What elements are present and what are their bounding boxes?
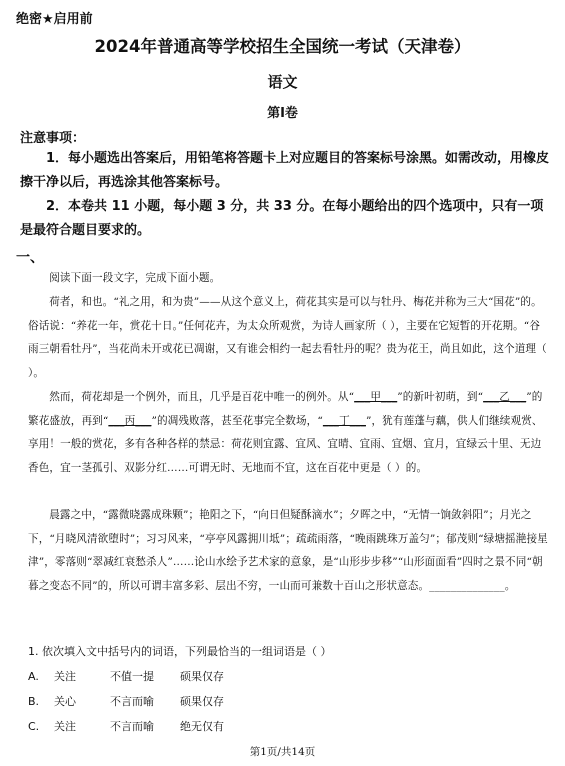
option-word: 关心 <box>54 695 76 708</box>
option-word: 硕果仅存 <box>180 670 224 683</box>
passage-text: 然而，荷花却是一个例外，而且，几乎是百花中唯一的例外。从“ <box>49 391 355 403</box>
passage-paragraph-1: 荷者，和也。“礼之用，和为贵”——从这个意义上，荷花其实是可以与牡丹、梅花并称为三大“国花”的。俗话说：“养花一年，赏花十日。”任何花卉，为太众所观赏，为诗人画家所（ ），主要在它短暂的开花期。“谷雨三朝看牡丹”，当花尚未开或花已凋谢，又有谁会相约一起去看牡丹的呢？贵为花王，尚且如此，这个道理（ ）。 <box>28 296 547 379</box>
passage-text: ”的繁花盛放，再到“ <box>28 391 543 427</box>
question-stem: 1. 依次填入文中括号内的词语，下列最恰当的一组词语是（ ） <box>28 645 332 658</box>
option-word: 硕果仅存 <box>180 695 224 708</box>
option-letter: C. <box>28 720 40 733</box>
blank-ding: ___丁___ <box>322 414 366 427</box>
passage-text: ”的新叶初萌，到“ <box>397 391 484 403</box>
blank-jia: ___甲___ <box>354 391 398 403</box>
passage-intro: 阅读下面一段文字，完成下面小题。 <box>49 272 221 284</box>
notice-heading: 注意事项： <box>20 131 86 146</box>
option-word: 绝无仅有 <box>180 720 224 733</box>
option-word: 不言而喻 <box>110 695 154 708</box>
option-word: 不言而喻 <box>110 720 154 733</box>
option-word: 不值一提 <box>110 670 154 683</box>
option-letter: B. <box>28 695 40 708</box>
option-letter: A. <box>28 670 39 683</box>
option-c[interactable] <box>28 718 224 734</box>
subject-title: 语文 <box>267 73 298 91</box>
passage-paragraph-3: 晨露之中，“露微晓露成珠颗”；艳阳之下，“向日但疑酥滴水”；夕晖之中，“无情一饷敛斜阳”；月光之下，“月晓风清欲堕时”；习习风来，“亭亭风露拥川坻”；疏疏雨落，“晚雨跳珠万盖匀”；郁茂则“绿塘摇滟接星津”，零落则“翠减红衰愁杀人”……论山水绘予艺术家的意象，是“山形步步移”“山形面面看”四时之景不同“朝暮之变态不同”的，所以可谓丰富多彩、层出不穷，一山而可兼数十百山之形状意态。______________。 <box>28 509 548 592</box>
passage-paragraph-2 <box>28 386 548 480</box>
notice-item-1: 1．每小题选出答案后，用铅笔将答题卡上对应题目的答案标号涂黑。如需改动，用橡皮擦干净以后，再选涂其他答案标号。 <box>20 151 550 190</box>
option-b[interactable] <box>28 693 224 709</box>
option-word: 关注 <box>54 720 76 733</box>
passage-text: ”的凋残败落，甚至花事完全数场，“ <box>151 414 323 427</box>
volume-title: 第Ⅰ卷 <box>267 106 298 121</box>
confidential-label: 绝密★启用前 <box>16 12 93 27</box>
exam-title: 2024年普通高等学校招生全国统一考试（天津卷） <box>94 37 471 56</box>
blank-bing: ___丙___ <box>108 414 152 427</box>
option-word: 关注 <box>54 670 76 683</box>
notice-item-2: 2．本卷共 11 小题，每小题 3 分，共 33 分。在每小题给出的四个选项中，只有一项是最符合题目要求的。 <box>20 199 544 238</box>
page-footer: 第1页/共14页 <box>249 746 316 758</box>
passage-text: ”，犹有莲蓬与藕，供人们继续观赏、享用！一般的赏花，多有各种各样的禁忌：荷花则宜露、宜风、宜晴、宜雨、宜烟、宜月，宜绿云十里、无边香色，宜一茎孤引、双影分红……可谓无时、无地而不宜，这在百花中更是（ ）的。 <box>28 414 543 474</box>
section-heading: 一、 <box>16 250 44 266</box>
blank-yi: ___乙___ <box>483 391 527 403</box>
option-a[interactable] <box>28 668 224 684</box>
